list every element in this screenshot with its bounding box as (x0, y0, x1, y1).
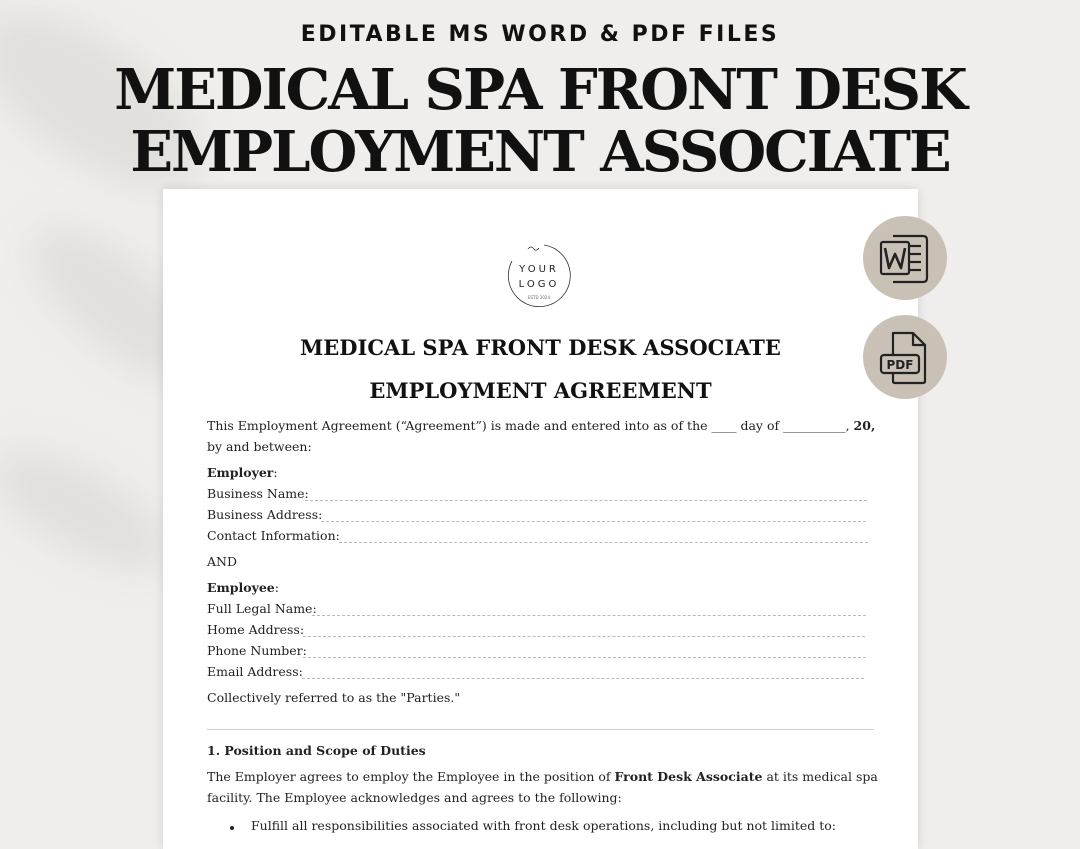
section-1-heading: 1. Position and Scope of Duties (207, 743, 426, 758)
document-title-2: EMPLOYMENT AGREEMENT (369, 378, 712, 403)
full-name-field[interactable] (312, 615, 866, 616)
headline-line-2: EMPLOYMENT ASSOCIATE (130, 119, 950, 185)
business-address-field[interactable] (321, 521, 866, 522)
pdf-badge (863, 315, 947, 399)
section-1-text-b: at its medical spa (766, 769, 878, 784)
section-1-text-a: The Employer agrees to employ the Employee in the position of (207, 769, 611, 784)
document-title-1: MEDICAL SPA FRONT DESK ASSOCIATE (300, 335, 781, 360)
intro-line-1 (207, 418, 875, 434)
home-address-field[interactable] (303, 636, 865, 637)
pdf-label: PDF (886, 358, 914, 372)
word-badge (863, 216, 947, 300)
contact-info-label: Contact Information: (207, 528, 340, 543)
bullet-dot (230, 826, 234, 830)
employer-heading-text: Employer (207, 465, 274, 480)
business-name-label: Business Name: (207, 486, 309, 501)
phone-number-field[interactable] (303, 657, 866, 658)
phone-number-label: Phone Number: (207, 643, 307, 658)
headline-line-1: MEDICAL SPA FRONT DESK (114, 57, 966, 123)
and-text: AND (207, 554, 237, 569)
bullet-1: Fulfill all responsibilities associated with front desk operations, including but not limited to: (251, 818, 837, 833)
divider (207, 729, 874, 730)
intro-text: This Employment Agreement (“Agreement”) is made and entered into as of the ____ day of __________, (207, 418, 850, 433)
intro-year: 20, (853, 418, 876, 433)
section-1-paragraph-line-1 (207, 769, 878, 785)
word-file-icon (863, 216, 947, 300)
home-address-label: Home Address: (207, 622, 305, 637)
employee-heading-text: Employee (207, 580, 275, 595)
logo-est: ESTD 2024 (527, 295, 551, 300)
business-address-label: Business Address: (207, 507, 323, 522)
logo (504, 241, 574, 311)
section-1-role: Front Desk Associate (614, 769, 763, 784)
business-name-field[interactable] (305, 500, 867, 501)
full-name-label: Full Legal Name: (207, 601, 317, 616)
document-page (163, 189, 918, 849)
tagline: EDITABLE MS WORD & PDF FILES (300, 22, 780, 47)
logo-circle-icon (504, 241, 574, 311)
pdf-file-icon (863, 315, 947, 399)
contact-info-field[interactable] (339, 542, 868, 543)
email-address-label: Email Address: (207, 664, 303, 679)
intro-line-2: by and between: (207, 439, 312, 454)
collective-text: Collectively referred to as the "Parties." (207, 690, 461, 705)
logo-text-1: YOUR (519, 264, 559, 275)
background-shadow (0, 425, 187, 594)
section-1-paragraph-line-2: facility. The Employee acknowledges and agrees to the following: (207, 790, 622, 805)
employer-heading: Employer: (207, 465, 278, 480)
logo-text-2: LOGO (518, 279, 560, 290)
email-address-field[interactable] (302, 678, 864, 679)
employee-heading: Employee: (207, 580, 279, 595)
